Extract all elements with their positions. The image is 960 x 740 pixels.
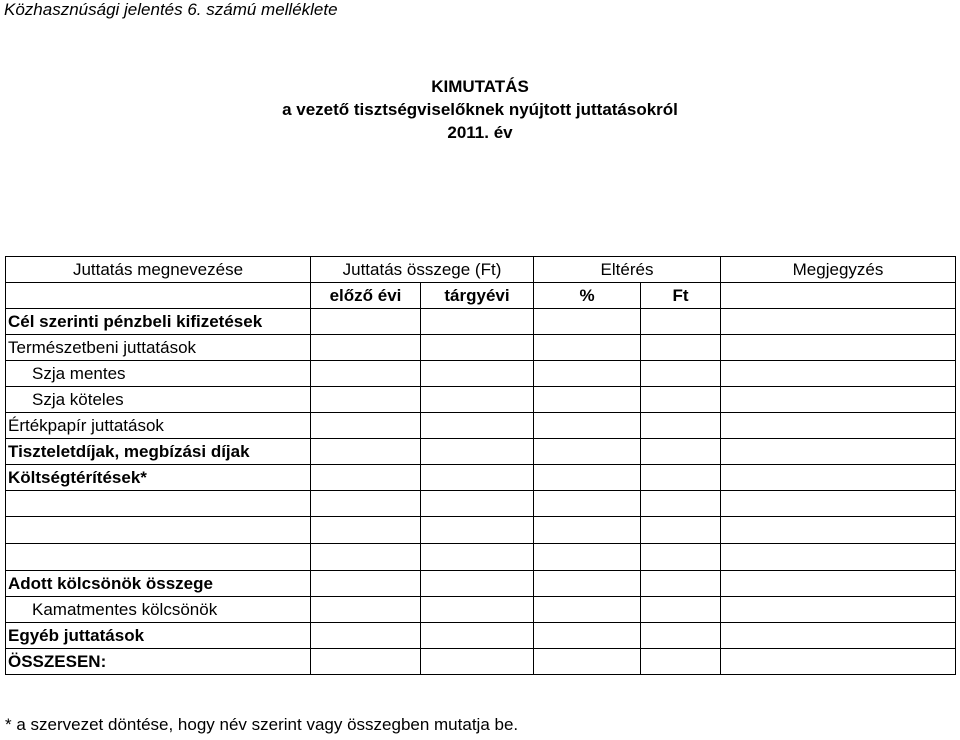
subheader-previous-year: előző évi: [311, 283, 421, 309]
table-header-row: [6, 257, 956, 283]
row-label: Értékpapír juttatások: [6, 413, 311, 439]
document-year: 2011. év: [447, 123, 513, 142]
header-name: Juttatás megnevezése: [6, 257, 311, 283]
row-label-total: ÖSSZESEN:: [6, 649, 311, 675]
table-row-empty: [6, 544, 956, 571]
header-amount: Juttatás összege (Ft): [311, 257, 534, 283]
annex-label: Közhasznúsági jelentés 6. számú melléklete: [4, 0, 338, 19]
document-subtitle: a vezető tisztségviselőknek nyújtott juttatásokról: [282, 100, 678, 119]
table-row: [6, 361, 956, 387]
header-difference: Eltérés: [534, 257, 721, 283]
table-row-empty: [6, 491, 956, 517]
benefits-table: [5, 256, 956, 675]
table-row: [6, 465, 956, 491]
table-row-empty: [6, 517, 956, 544]
table-row: [6, 387, 956, 413]
table-row: [6, 413, 956, 439]
document-title: KIMUTATÁS: [431, 77, 529, 96]
row-label: Tiszteletdíjak, megbízási díjak: [6, 439, 311, 465]
table-row: [6, 439, 956, 465]
footnote: * a szervezet döntése, hogy név szerint vagy összegben mutatja be.: [5, 715, 519, 734]
table-row: [6, 309, 956, 335]
row-label: Kamatmentes kölcsönök: [6, 597, 311, 623]
table-row: [6, 335, 956, 361]
row-label: Költségtérítések*: [6, 465, 311, 491]
table-row: [6, 597, 956, 623]
subheader-ft: Ft: [641, 283, 721, 309]
row-label: Szja mentes: [6, 361, 311, 387]
table-row-total: [6, 649, 956, 675]
subheader-percent: %: [534, 283, 641, 309]
table-row: [6, 571, 956, 597]
title-block: [0, 75, 960, 144]
subheader-empty: [6, 283, 311, 309]
row-label: Cél szerinti pénzbeli kifizetések: [6, 309, 311, 335]
row-label: Adott kölcsönök összege: [6, 571, 311, 597]
header-note: Megjegyzés: [721, 257, 956, 283]
subheader-note-empty: [721, 283, 956, 309]
row-label: Természetbeni juttatások: [6, 335, 311, 361]
table-subheader-row: [6, 283, 956, 309]
row-label: Szja köteles: [6, 387, 311, 413]
table-row: [6, 623, 956, 649]
row-label: Egyéb juttatások: [6, 623, 311, 649]
subheader-current-year: tárgyévi: [421, 283, 534, 309]
